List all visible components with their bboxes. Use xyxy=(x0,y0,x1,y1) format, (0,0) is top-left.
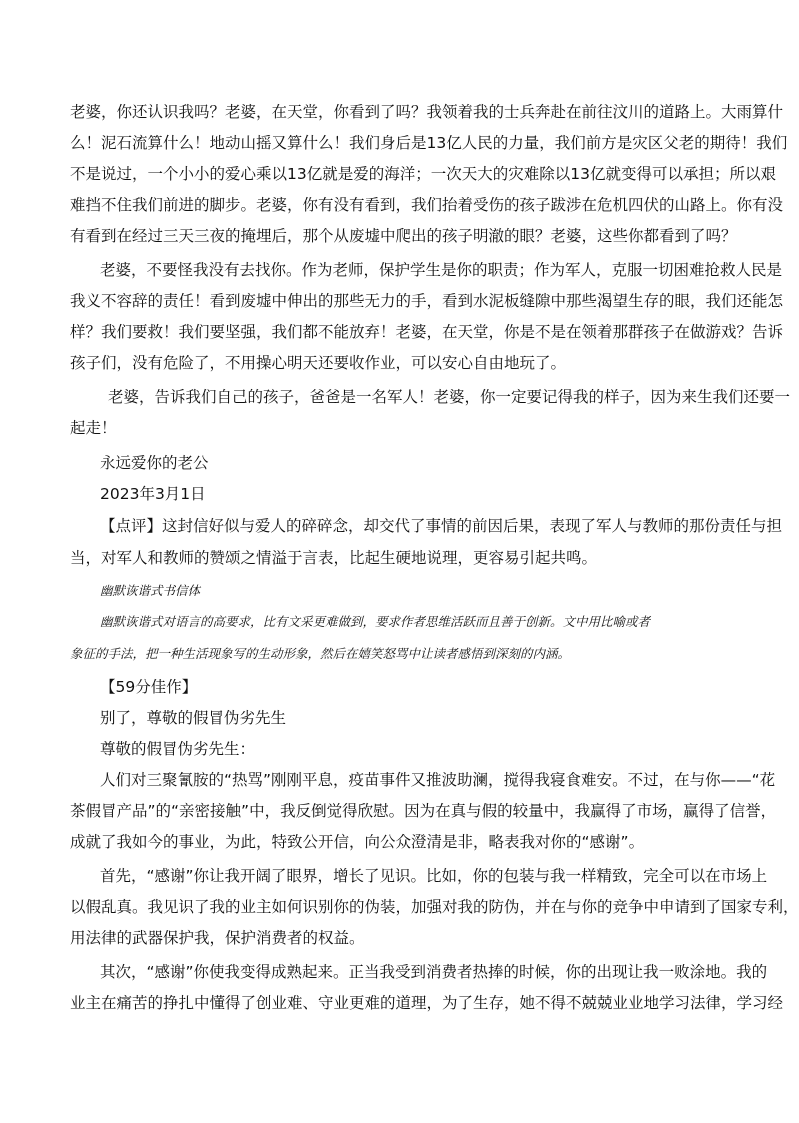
letter-p2-line-1: 老婆，不要怪我没有去找你。作为老师，保护学生是你的职责；作为军人，克服一切困难抢救人民是 xyxy=(100,261,783,279)
essay-title: 别了，尊敬的假冒伪劣先生 xyxy=(100,709,287,727)
essay-p2-line-2: 以假乱真。我见识了我的业主如何识别你的伪装，加强对我的防伪，并在与你的竞争中申请到了国家专利， xyxy=(70,898,799,916)
letter-p1-line-3: 不是说过，一个小小的爱心乘以13亿就是爱的海洋；一次天大的灾难除以13亿就变得可以承担；所以艰 xyxy=(70,165,776,183)
essay-heading: 【59分佳作】 xyxy=(100,678,198,696)
letter-signature: 永远爱你的老公 xyxy=(100,454,209,472)
letter-p1-line-2: 么！泥石流算什么！地动山摇又算什么！我们身后是13亿人民的力量，我们前方是灾区父老的期待！我们 xyxy=(70,134,788,152)
letter-date: 2023年3月1日 xyxy=(100,485,206,503)
letter-p2-line-3: 样？我们要救！我们要坚强，我们都不能放弃！老婆，在天堂，你是不是在领着那群孩子在做游戏？告诉 xyxy=(70,323,784,341)
tip-title: 幽默诙谐式书信体 xyxy=(100,583,201,598)
essay-p1-line-3: 成就了我如今的事业，为此，特致公开信，向公众澄清是非，略表我对你的“感谢”。 xyxy=(70,833,645,851)
letter-p3-line-1: 老婆，告诉我们自己的孩子，爸爸是一名军人！老婆，你一定要记得我的样子，因为来生我们还要一 xyxy=(108,388,791,406)
essay-p3-line-1: 其次，“感谢”你使我变得成熟起来。正当我受到消费者热捧的时候，你的出现让我一败涂地。我的 xyxy=(100,963,768,981)
letter-p1-line-4: 难挡不住我们前进的脚步。老婆，你有没有看到，我们抬着受伤的孩子跋涉在危机四伏的山路上。你有没 xyxy=(70,196,784,214)
letter-p2-line-4: 孩子们，没有危险了，不用操心明天还要收作业，可以安心自由地玩了。 xyxy=(70,354,567,372)
tip-line-1: 幽默诙谐式对语言的高要求，比有文采更难做到，要求作者思维活跃而且善于创新。文中用比喻或者 xyxy=(100,614,651,629)
letter-p2-line-2: 我义不容辞的责任！看到废墟中伸出的那些无力的手，看到水泥板缝隙中那些渴望生存的眼，我们还能怎 xyxy=(70,292,784,310)
essay-p3-line-2: 业主在痛苦的挣扎中懂得了创业难、守业更难的道理，为了生存，她不得不兢兢业业地学习法律，学习经 xyxy=(70,994,784,1012)
essay-p1-line-2: 茶假冒产品”的“亲密接触”中，我反倒觉得欣慰。因为在真与假的较量中，我赢得了市场，赢得了信誉， xyxy=(70,802,777,820)
essay-p2-line-1: 首先，“感谢”你让我开阔了眼界，增长了见识。比如，你的包装与我一样精致，完全可以在市场上 xyxy=(100,867,768,885)
essay-salutation: 尊敬的假冒伪劣先生： xyxy=(100,740,256,758)
letter-p1-line-1: 老婆，你还认识我吗？老婆，在天堂，你看到了吗？我领着我的士兵奔赴在前往汶川的道路上。大雨算什 xyxy=(70,103,784,121)
letter-p1-line-5: 有看到在经过三天三夜的掩埋后，那个从废墟中爬出的孩子明澈的眼？老婆，这些你都看到了吗？ xyxy=(70,227,737,245)
letter-p3-line-2: 起走！ xyxy=(70,419,117,437)
essay-p2-line-3: 用法律的武器保护我，保护消费者的权益。 xyxy=(70,929,365,947)
tip-line-2: 象征的手法，把一种生活现象写的生动形象，然后在嬉笑怒骂中让读者感悟到深刻的内涵。 xyxy=(70,646,571,661)
essay-p1-line-1: 人们对三聚氰胺的“热骂”刚刚平息，疫苗事件又推波助澜，搅得我寝食难安。不过，在与你——“花 xyxy=(100,771,776,789)
comment-line-1: 【点评】这封信好似与爱人的碎碎念，却交代了事情的前因后果，表现了军人与教师的那份责任与担 xyxy=(100,517,783,535)
comment-line-2: 当，对军人和教师的赞颂之情溢于言表，比起生硬地说理，更容易引起共鸣。 xyxy=(70,549,598,567)
